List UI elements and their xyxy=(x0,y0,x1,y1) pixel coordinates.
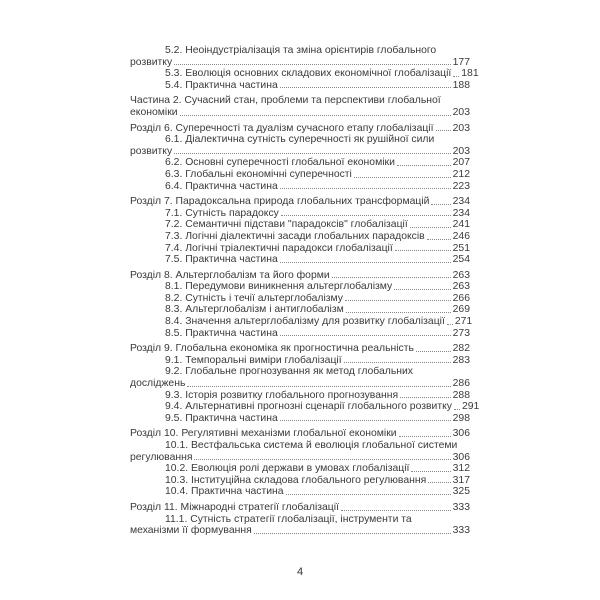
toc-entry-title: 6.2. Основні суперечності глобальної економіки xyxy=(165,157,395,169)
toc-subsection-entry xyxy=(130,45,470,68)
dot-leader xyxy=(180,114,451,116)
toc-entry-title: 7.2. Семантичні підстави "парадоксів" глобалізації xyxy=(165,219,408,231)
toc-entry-title: Розділ 7. Парадоксальна природа глобальних трансформацій xyxy=(130,196,430,208)
toc-page-number: 212 xyxy=(452,168,470,180)
toc-line xyxy=(130,80,470,92)
toc-section-entry xyxy=(130,343,470,355)
toc-subsection-entry xyxy=(130,254,470,266)
toc-line xyxy=(130,123,470,135)
toc-subsection-entry xyxy=(130,475,470,487)
toc-page-number: 269 xyxy=(452,304,470,316)
dot-leader xyxy=(280,261,451,263)
toc-line xyxy=(130,328,470,340)
toc-entry-title-continuation: розвитку xyxy=(130,56,173,68)
toc-line xyxy=(130,428,470,440)
toc-entry-title: 7.4. Логічні тріалектичні парадокси глобалізації xyxy=(165,242,393,254)
toc-line xyxy=(130,486,470,498)
toc-page-number: 333 xyxy=(452,501,470,513)
dot-leader xyxy=(174,63,451,65)
toc-entry-title-continuation: досліджень xyxy=(130,378,186,390)
toc-entry-title: Розділ 9. Глобальна економіка як прогностична реальність xyxy=(130,343,414,355)
toc-subsection-entry xyxy=(130,219,470,231)
toc-subsection-entry xyxy=(130,440,470,463)
toc-entry-title: 5.2. Неоіндустріалізація та зміна орієнтирів глобального xyxy=(165,45,437,56)
toc-line xyxy=(130,134,470,146)
toc-subsection-entry xyxy=(130,328,470,340)
toc-entry-title: Розділ 8. Альтерглобалізм та його форми xyxy=(130,269,330,281)
toc-subsection-entry xyxy=(130,366,470,389)
dot-leader xyxy=(399,435,451,437)
toc-entry-title: 6.1. Діалектична сутність суперечності як рушійної сили xyxy=(165,134,435,146)
toc-line xyxy=(130,57,470,69)
toc-page-number: 288 xyxy=(452,389,470,401)
dot-leader xyxy=(345,299,451,301)
toc-line xyxy=(130,169,470,181)
dot-leader xyxy=(280,86,451,88)
toc-subsection-entry xyxy=(130,68,479,80)
dot-leader xyxy=(280,334,451,336)
toc-page-number: 234 xyxy=(452,196,470,208)
dot-leader xyxy=(286,493,451,495)
dot-leader xyxy=(341,509,451,511)
toc-page-number: 223 xyxy=(452,180,470,192)
toc-page-number: 266 xyxy=(452,292,470,304)
toc-section-entry xyxy=(130,270,470,282)
page-number: 4 xyxy=(296,566,304,578)
dot-leader xyxy=(428,481,450,483)
toc-subsection-entry xyxy=(130,208,470,220)
toc-page-number: 312 xyxy=(452,463,470,475)
toc-line xyxy=(130,196,470,208)
toc-line xyxy=(130,181,470,193)
dot-leader xyxy=(254,532,451,534)
toc-page-number: 273 xyxy=(452,327,470,339)
toc-page-number: 251 xyxy=(452,242,470,254)
toc-page-number: 333 xyxy=(452,525,470,537)
dot-leader xyxy=(174,152,451,154)
dot-leader xyxy=(427,238,451,240)
dot-leader xyxy=(332,276,451,278)
toc-section-entry xyxy=(130,428,470,440)
toc-line xyxy=(130,219,470,231)
toc-entry-title: 10.2. Еволюція ролі держави в умовах глобалізації xyxy=(165,463,410,475)
toc-entry-title: 10.3. Інституційна складова глобального регулювання xyxy=(165,474,427,486)
toc-entry-title: 10.1. Вестфальська система й еволюція глобальної системи xyxy=(165,440,458,451)
toc-line xyxy=(130,293,470,305)
dot-leader xyxy=(280,187,451,189)
toc-entry-title: 9.2. Глобальне прогнозування як метод глобальних xyxy=(165,366,413,378)
toc-entry-title-continuation: розвитку xyxy=(130,145,173,157)
toc-line xyxy=(130,45,470,57)
toc-line xyxy=(130,413,470,425)
toc-subsection-entry xyxy=(130,134,470,157)
toc-entry-title-continuation: економіки xyxy=(130,106,178,118)
toc-page-number: 298 xyxy=(452,412,470,424)
toc-line xyxy=(130,401,480,413)
toc-entry-title: 8.5. Практична частина xyxy=(165,327,278,339)
dot-leader xyxy=(346,311,451,313)
toc-line xyxy=(130,316,473,328)
toc-entry-title: 7.3. Логічні діалектичні засади глобальних парадоксів xyxy=(165,230,425,242)
toc-entry-title: 9.1. Темпоральні виміри глобалізації xyxy=(165,354,342,366)
toc-subsection-entry xyxy=(130,243,470,255)
toc-entry-title: 11.1. Сутність стратегії глобалізації, інструменти та xyxy=(165,513,412,525)
dot-leader xyxy=(344,361,451,363)
toc-entry-title: 9.5. Практична частина xyxy=(165,412,278,424)
dot-leader xyxy=(394,288,450,290)
toc-line xyxy=(130,95,470,107)
toc-subsection-entry xyxy=(130,169,470,181)
toc-entry-title: 8.4. Значення альтерглобалізму для розвитку глобалізації xyxy=(165,316,445,328)
toc-entry-title: 9.4. Альтернативні прогнозні сценарії глобального розвитку xyxy=(165,401,452,413)
toc-entry-title-continuation: механізми її формування xyxy=(130,525,252,537)
toc-page-number: 263 xyxy=(452,269,470,281)
toc-line xyxy=(130,254,470,266)
toc-subsection-entry xyxy=(130,231,470,243)
toc-page-number: 325 xyxy=(452,486,470,498)
toc-line xyxy=(130,231,470,243)
toc-subsection-entry xyxy=(130,463,470,475)
dot-leader xyxy=(431,203,450,205)
toc-entry-title: 7.5. Практична частина xyxy=(165,254,278,266)
toc-page-number: 317 xyxy=(452,474,470,486)
toc-subsection-entry xyxy=(130,293,470,305)
toc-line xyxy=(130,270,470,282)
toc-line xyxy=(130,146,470,158)
toc-page-number: 286 xyxy=(452,378,470,390)
toc-line xyxy=(130,355,470,367)
toc-section-entry xyxy=(130,123,470,135)
toc-page-number: 282 xyxy=(452,343,470,355)
toc-subsection-entry xyxy=(130,80,470,92)
toc-page-number: 254 xyxy=(452,254,470,266)
dot-leader xyxy=(194,458,450,460)
toc-entry-title: Розділ 6. Суперечності та дуалізм сучасного етапу глобалізації xyxy=(130,122,434,134)
toc-page-number: 203 xyxy=(452,106,470,118)
toc-subsection-entry xyxy=(130,181,470,193)
toc-entry-title: Розділ 11. Міжнародні стратегії глобалізації xyxy=(130,501,339,513)
dot-leader xyxy=(454,408,460,410)
toc-page-number: 203 xyxy=(452,122,470,134)
toc-line xyxy=(130,378,470,390)
toc-subsection-entry xyxy=(130,486,470,498)
dot-leader xyxy=(447,323,453,325)
toc-entry-title: 8.2. Сутність і течії альтерглобалізму xyxy=(165,292,343,304)
toc-entry-title: 6.4. Практична частина xyxy=(165,180,278,192)
toc-entry-title: 9.3. Історія розвитку глобального прогнозування xyxy=(165,389,399,401)
toc-page-number: 181 xyxy=(461,68,479,80)
toc-line xyxy=(130,281,470,293)
toc-page-number: 263 xyxy=(452,281,470,293)
dot-leader xyxy=(416,350,451,352)
toc-line xyxy=(130,390,470,402)
toc-page-number: 188 xyxy=(452,79,470,91)
toc-subsection-entry xyxy=(130,514,470,537)
table-of-contents xyxy=(130,45,480,537)
toc-subsection-entry xyxy=(130,390,470,402)
toc-subsection-entry xyxy=(130,304,470,316)
toc-entry-title: 6.3. Глобальні економічні суперечності xyxy=(165,168,352,180)
toc-line xyxy=(130,157,470,169)
toc-entry-title: Розділ 10. Регулятивні механізми глобальної економіки xyxy=(130,428,397,440)
toc-line xyxy=(130,304,470,316)
toc-subsection-entry xyxy=(130,281,470,293)
toc-line xyxy=(130,463,470,475)
toc-entry-title: 7.1. Сутність парадоксу xyxy=(165,207,279,219)
toc-subsection-entry xyxy=(130,157,470,169)
toc-page-number: 306 xyxy=(452,428,470,440)
toc-subsection-entry xyxy=(130,413,470,425)
dot-leader xyxy=(436,129,451,131)
dot-leader xyxy=(411,470,450,472)
dot-leader xyxy=(410,226,451,228)
toc-entry-title: 10.4. Практична частина xyxy=(165,486,284,498)
toc-line xyxy=(130,440,470,452)
toc-page-number: 241 xyxy=(452,219,470,231)
toc-line xyxy=(130,514,470,526)
toc-line xyxy=(130,525,470,537)
toc-line xyxy=(130,243,470,255)
dot-leader xyxy=(281,214,451,216)
toc-page-number: 246 xyxy=(452,230,470,242)
toc-subsection-entry xyxy=(130,355,470,367)
dot-leader xyxy=(187,385,450,387)
toc-line xyxy=(130,68,479,80)
dot-leader xyxy=(354,176,451,178)
toc-page-number: 177 xyxy=(452,56,470,68)
toc-subsection-entry xyxy=(130,401,480,413)
toc-entry-title: 5.3. Еволюція основних складових економічної глобалізації xyxy=(165,68,452,80)
dot-leader xyxy=(397,164,451,166)
toc-line xyxy=(130,366,470,378)
toc-page-number: 283 xyxy=(452,354,470,366)
toc-line xyxy=(130,107,470,119)
toc-entry-title: 8.3. Альтерглобалізм і антиглобалізм xyxy=(165,304,344,316)
toc-page-number: 271 xyxy=(454,316,473,328)
toc-page-number: 306 xyxy=(452,451,470,463)
toc-line xyxy=(130,208,470,220)
toc-entry-title: 5.4. Практична частина xyxy=(165,79,278,91)
toc-page-number: 234 xyxy=(452,207,470,219)
toc-page-number: 203 xyxy=(452,145,470,157)
toc-line xyxy=(130,452,470,464)
toc-entry-title-continuation: регулювання xyxy=(130,451,193,463)
toc-subsection-entry xyxy=(130,316,473,328)
dot-leader xyxy=(400,396,451,398)
toc-section-entry xyxy=(130,95,470,118)
toc-entry-title: 8.1. Передумови виникнення альтерглобалізму xyxy=(165,281,393,293)
dot-leader xyxy=(453,75,459,77)
toc-entry-title: Частина 2. Сучасний стан, проблеми та перспективи глобальної xyxy=(130,95,441,107)
toc-section-entry xyxy=(130,502,470,514)
toc-page-number: 207 xyxy=(452,157,470,169)
dot-leader xyxy=(395,249,451,251)
dot-leader xyxy=(280,419,451,421)
toc-line xyxy=(130,343,470,355)
toc-section-entry xyxy=(130,196,470,208)
toc-line xyxy=(130,475,470,487)
toc-line xyxy=(130,502,470,514)
toc-page-number: 291 xyxy=(461,401,480,413)
